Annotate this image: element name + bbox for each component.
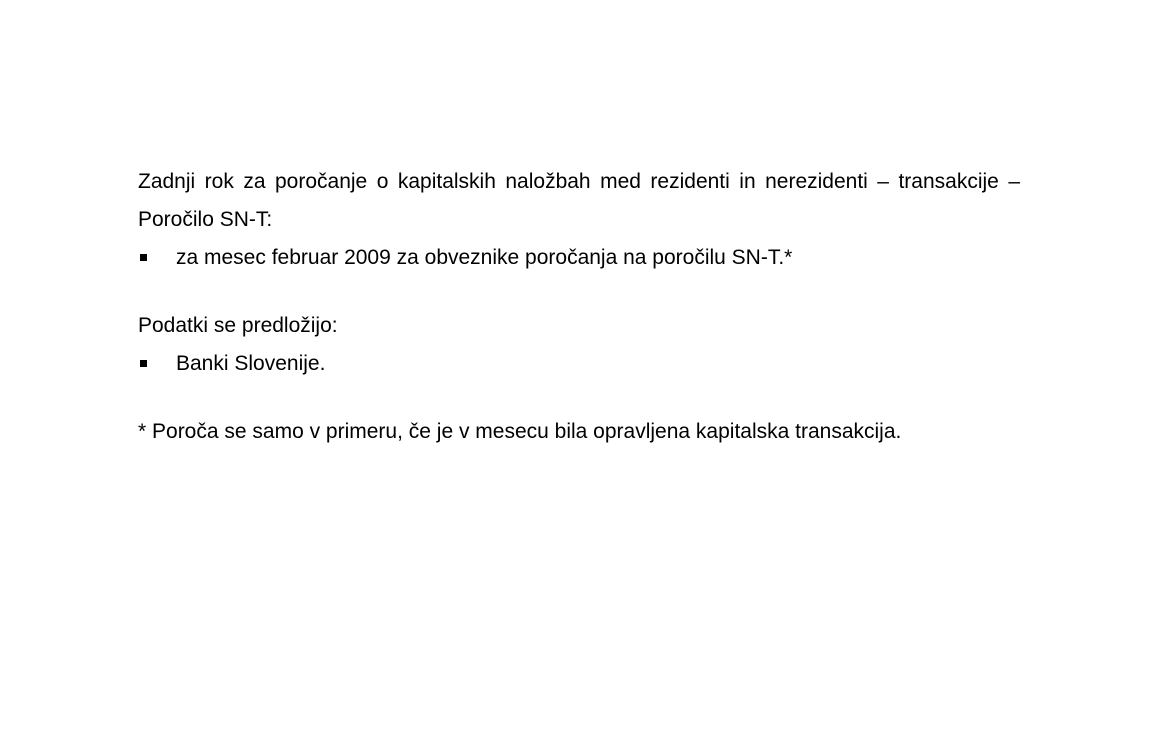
- list-item-text: za mesec februar 2009 za obveznike poročanja na poročilu SN-T.*: [176, 246, 793, 269]
- submission-paragraph: Podatki se predložijo:: [138, 314, 338, 337]
- footnote: * Poroča se samo v primeru, če je v mesecu bila opravljena kapitalska transakcija.: [138, 420, 902, 443]
- document-body: [138, 163, 1020, 451]
- section-spacer: [138, 383, 1020, 413]
- list-item: [138, 345, 1020, 383]
- submission-bullet-list: [138, 345, 1020, 383]
- deadline-bullet-list: [138, 239, 1020, 277]
- square-bullet-icon: [140, 254, 147, 261]
- deadline-paragraph: Zadnji rok za poročanje o kapitalskih naložbah med rezidenti in nerezidenti – transakcije – Poročilo SN-T:: [138, 170, 1020, 231]
- list-item-text: Banki Slovenije.: [176, 352, 326, 375]
- list-item: [138, 239, 1020, 277]
- section-spacer: [138, 277, 1020, 307]
- square-bullet-icon: [140, 360, 147, 367]
